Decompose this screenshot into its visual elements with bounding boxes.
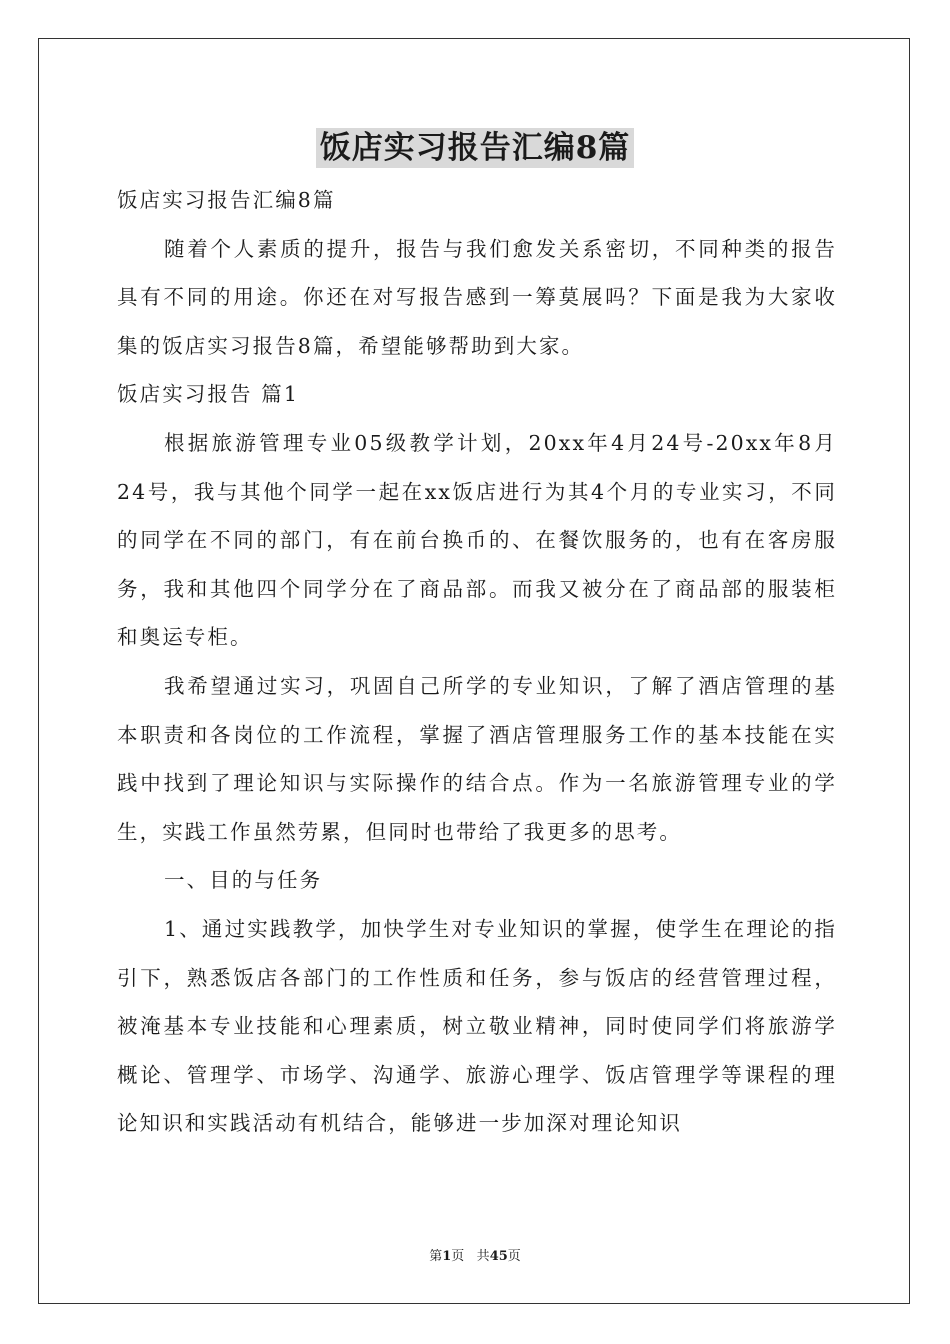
paragraph: 根据旅游管理专业05级教学计划，20xx年4月24号-20xx年8月24号，我与其他个同学一起在xx饭店进行为其4个月的专业实习，不同的同学在不同的部门，有在前台换币的、在餐饮服务的，也有在客房服务，我和其他四个同学分在了商品部。而我又被分在了商品部的服装柜和奥运专柜。 xyxy=(117,430,837,650)
document-title: 饭店实习报告汇编8篇 xyxy=(316,128,635,168)
page-prefix: 第 xyxy=(429,1249,443,1264)
page-number: 1 xyxy=(442,1249,452,1264)
total-prefix: 共 xyxy=(476,1249,490,1264)
total-pages: 45 xyxy=(489,1249,508,1264)
page-suffix: 页 xyxy=(451,1249,465,1264)
paragraph: 1、通过实践教学，加快学生对专业知识的掌握，使学生在理论的指引下，熟悉饭店各部门的工作性质和任务，参与饭店的经营管理过程，被淹基本专业技能和心理素质，树立敬业精神，同时使同学们将旅游学概论、管理学、市场学、沟通学、旅游心理学、饭店管理学等课程的理论知识和实践活动有机结合，能够进一步加深对理论知识 xyxy=(117,916,837,1136)
paragraph: 我希望通过实习，巩固自己所学的专业知识，了解了酒店管理的基本职责和各岗位的工作流程，掌握了酒店管理服务工作的基本技能在实践中找到了理论知识与实际操作的结合点。作为一名旅游管理专业的学生，实践工作虽然劳累，但同时也带给了我更多的思考。 xyxy=(117,673,837,844)
title-container xyxy=(0,128,950,168)
page-footer xyxy=(0,1248,950,1266)
document-body xyxy=(117,176,837,1148)
total-suffix: 页 xyxy=(507,1249,521,1264)
section-heading: 饭店实习报告 篇1 xyxy=(117,382,299,407)
subsection-heading: 一、目的与任务 xyxy=(164,868,323,893)
paragraph-subtitle: 饭店实习报告汇编8篇 xyxy=(117,188,336,212)
paragraph-intro: 随着个人素质的提升，报告与我们愈发关系密切，不同种类的报告具有不同的用途。你还在对写报告感到一筹莫展吗？下面是我为大家收集的饭店实习报告8篇，希望能够帮助到大家。 xyxy=(117,236,837,358)
